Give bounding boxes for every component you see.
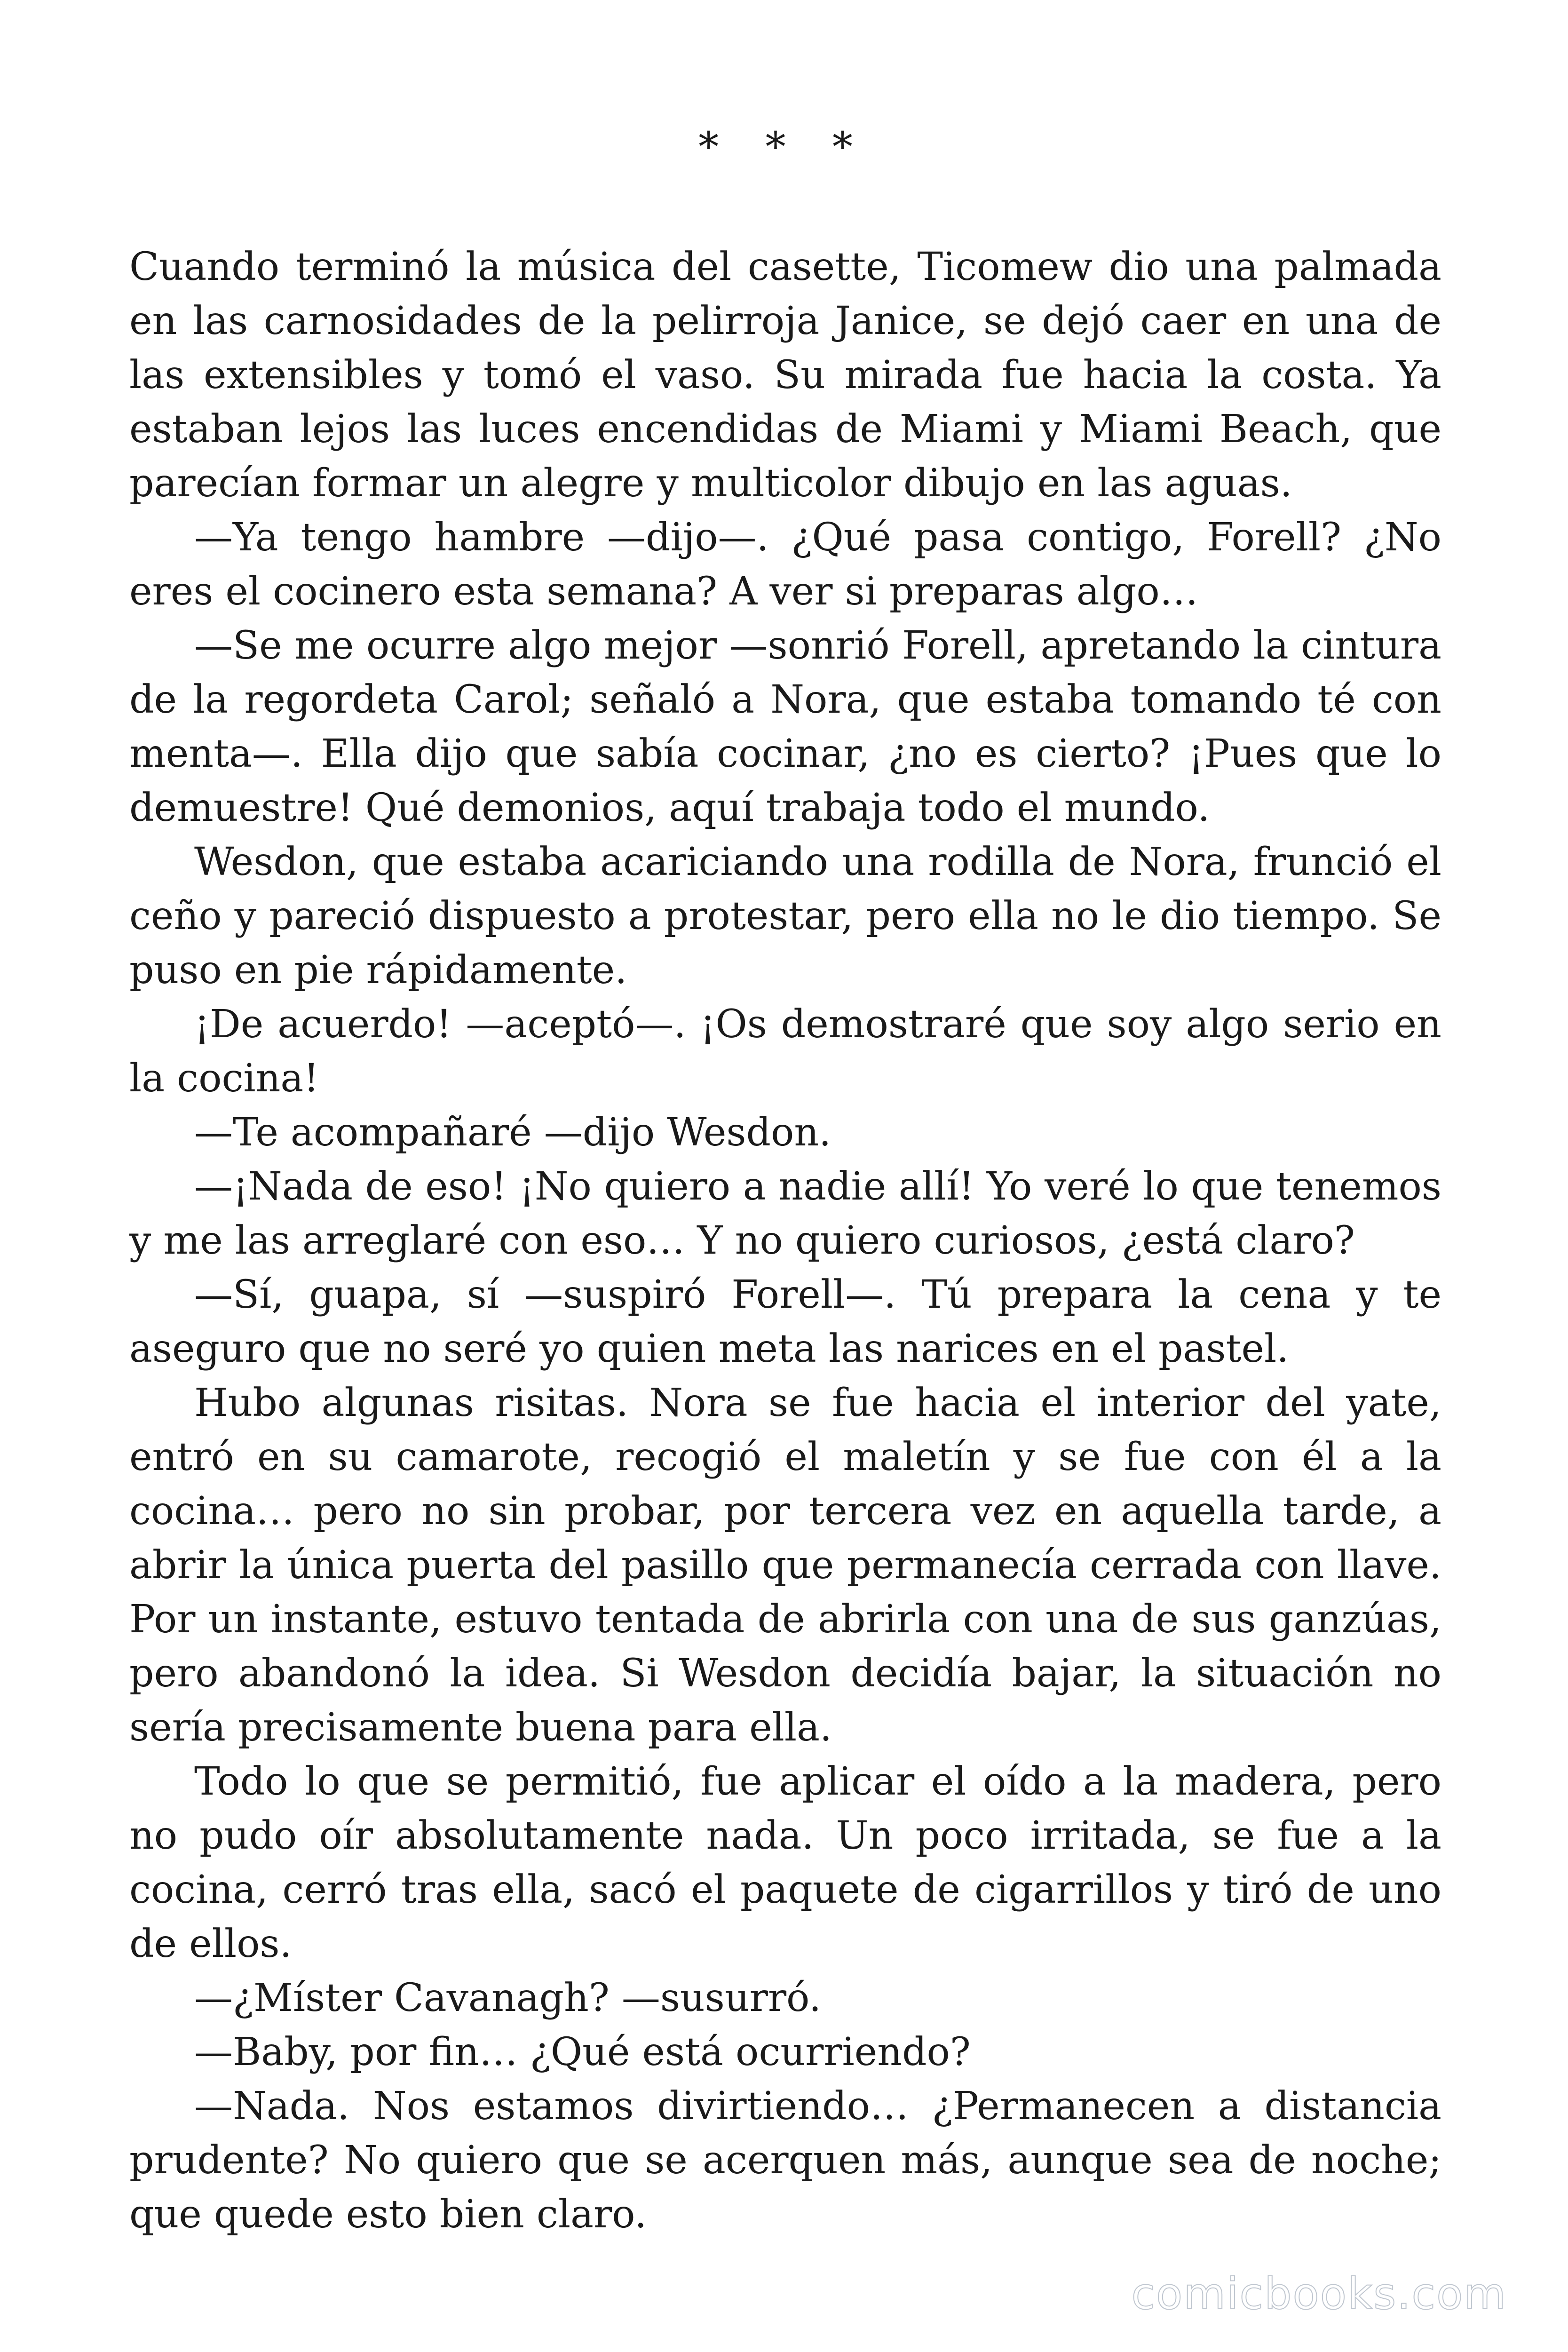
paragraph: Cuando terminó la música del casette, Ticomew dio una palmada en las carnosidades de la pelirroja Janice, se dejó caer en una de las extensibles y tomó el vaso. Su mirada fue hacia la costa. Ya estaban lejos las luces encendidas de Miami y Miami Beach, que parecían formar un alegre y multicolor dibujo en las aguas. [129, 245, 1441, 506]
paragraph: Todo lo que se permitió, fue aplicar el oído a la madera, pero no pudo oír absolutamente nada. Un poco irritada, se fue a la cocina, cerró tras ella, sacó el paquete de cigarrillos y tiró de uno de ellos. [129, 1759, 1441, 1966]
paragraph: —Sí, guapa, sí —suspiró Forell—. Tú prepara la cena y te aseguro que no seré yo quien meta las narices en el pastel. [129, 1272, 1441, 1371]
paragraph: —Se me ocurre algo mejor —sonrió Forell, apretando la cintura de la regordeta Carol; señaló a Nora, que estaba tomando té con menta—. Ella dijo que sabía cocinar, ¿no es cierto? ¡Pues que lo demuestre! Qué demonios, aquí trabaja todo el mundo. [129, 623, 1441, 830]
paragraph: —Ya tengo hambre —dijo—. ¿Qué pasa contigo, Forell? ¿No eres el cocinero esta semana? A ver si preparas algo… [129, 515, 1441, 614]
section-separator: * * * [698, 124, 870, 171]
paragraph: —Te acompañaré —dijo Wesdon. [194, 1110, 832, 1155]
paragraph: ¡De acuerdo! —aceptó—. ¡Os demostraré que soy algo serio en la cocina! [129, 1002, 1441, 1101]
paragraph: —¿Míster Cavanagh? —susurró. [194, 1976, 822, 2020]
paragraph: —Nada. Nos estamos divirtiendo… ¿Permanecen a distancia prudente? No quiero que se acerquen más, aunque sea de noche; que quede esto bien claro. [129, 2084, 1441, 2237]
body-text [129, 240, 1441, 2241]
paragraph: Wesdon, que estaba acariciando una rodilla de Nora, frunció el ceño y pareció dispuesto a protestar, pero ella no le dio tiempo. Se puso en pie rápidamente. [129, 840, 1441, 993]
paragraph: —Baby, por fin… ¿Qué está ocurriendo? [194, 2030, 971, 2074]
watermark: comicbooks.com [1131, 2269, 1507, 2319]
paragraph: Hubo algunas risitas. Nora se fue hacia el interior del yate, entró en su camarote, recogió el maletín y se fue con él a la cocina… pero no sin probar, por tercera vez en aquella tarde, a abrir la única puerta del pasillo que permanecía cerrada con llave. Por un instante, estuvo tentada de abrirla con una de sus ganzúas, pero abandonó la idea. Si Wesdon decidía bajar, la situación no sería precisamente buena para ella. [129, 1381, 1441, 1750]
paragraph: —¡Nada de eso! ¡No quiero a nadie allí! Yo veré lo que tenemos y me las arreglaré con eso… Y no quiero curiosos, ¿está claro? [129, 1164, 1441, 1263]
